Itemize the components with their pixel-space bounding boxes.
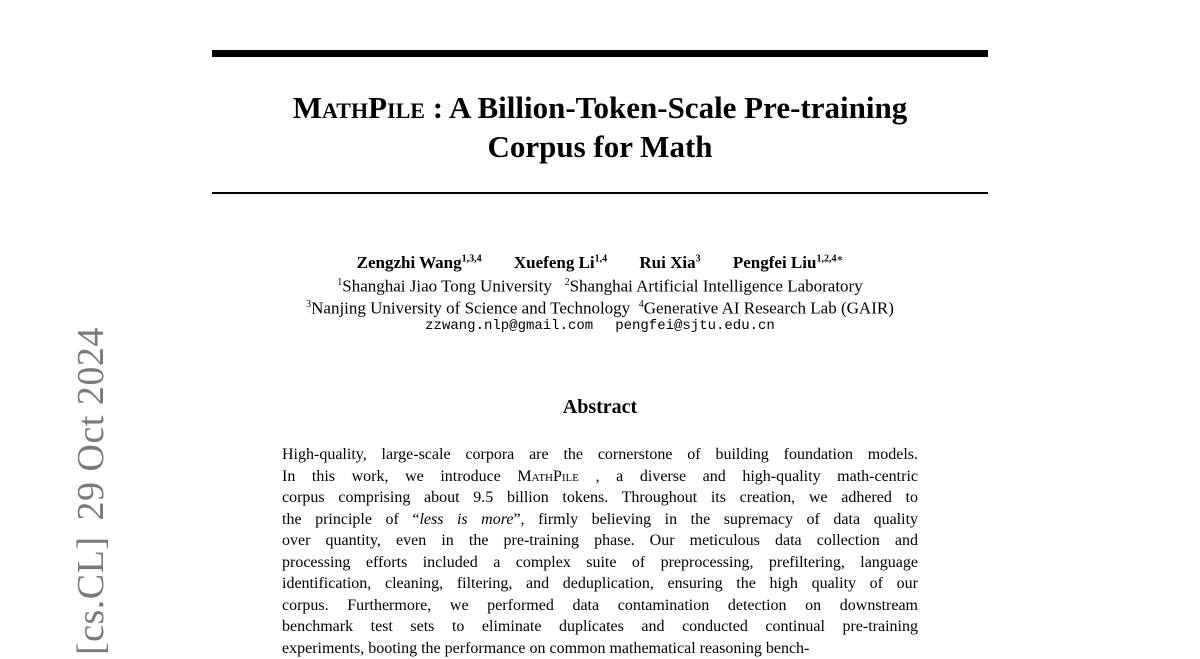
- abstract-line: processing efforts included a complex suite of preprocessing, prefiltering, language: [282, 552, 918, 574]
- arxiv-date: 29 Oct 2024: [70, 327, 112, 520]
- affiliation: Generative AI Research Lab (GAIR): [644, 299, 894, 318]
- paper-title: [212, 88, 988, 166]
- title-line2: Corpus for Math: [487, 129, 712, 164]
- author-list: [212, 248, 988, 274]
- abstract-line: over quantity, even in the pre-training phase. Our meticulous data collection and: [282, 530, 918, 552]
- email: pengfei@sjtu.edu.cn: [615, 318, 775, 334]
- author: Xuefeng Li$^{1,4}$: [514, 253, 607, 272]
- title-bottom-rule: [212, 192, 988, 194]
- abstract-line: corpus. Furthermore, we performed data contamination detection on downstream: [282, 595, 918, 617]
- arxiv-category: [cs.CL]: [70, 536, 112, 655]
- abstract-line: corpus comprising about 9.5 billion tokens. Throughout its creation, we adhered to: [282, 487, 918, 509]
- abstract-heading: Abstract: [212, 394, 988, 420]
- author: Rui Xia$^3$: [639, 253, 700, 272]
- abstract-line: identification, cleaning, filtering, and deduplication, ensuring the high quality of our: [282, 573, 918, 595]
- abstract-line: In this work, we introduce MathPile , a diverse and high-quality math-centric: [282, 466, 918, 488]
- affiliation: Shanghai Jiao Tong University: [342, 277, 552, 296]
- affiliation-line: $^3$Nanjing University of Science and Technology $^4$Generative AI Research Lab (GAIR): [212, 294, 988, 320]
- abstract-line: benchmark test sets to eliminate duplicates and conducted continual pre-training: [282, 616, 918, 638]
- affiliation-line: $^1$Shanghai Jiao Tong University $^2$Shanghai Artificial Intelligence Laboratory: [212, 272, 988, 298]
- title-mathpile: MathPile: [293, 90, 425, 125]
- affiliation: Shanghai Artificial Intelligence Laboratory: [570, 277, 863, 296]
- abstract-line: experiments, booting the performance on common mathematical reasoning bench-: [282, 638, 918, 659]
- author: Pengfei Liu$^{1,2,4∗}$: [733, 253, 844, 272]
- abstract-body: [282, 444, 918, 659]
- arxiv-side-stamp: [28, 315, 73, 655]
- abstract-line: the principle of “less is more”, firmly believing in the supremacy of data quality: [282, 509, 918, 531]
- affiliation: Nanjing University of Science and Technology: [311, 299, 630, 318]
- author: Zengzhi Wang$^{1,3,4}$: [357, 253, 482, 272]
- abstract-line: High-quality, large-scale corpora are the cornerstone of building foundation models.: [282, 444, 918, 466]
- title-line1-rest: : A Billion-Token-Scale Pre-training: [425, 90, 907, 125]
- title-top-rule: [212, 50, 988, 57]
- author-emails: [212, 316, 988, 336]
- email: zzwang.nlp@gmail.com: [425, 318, 593, 334]
